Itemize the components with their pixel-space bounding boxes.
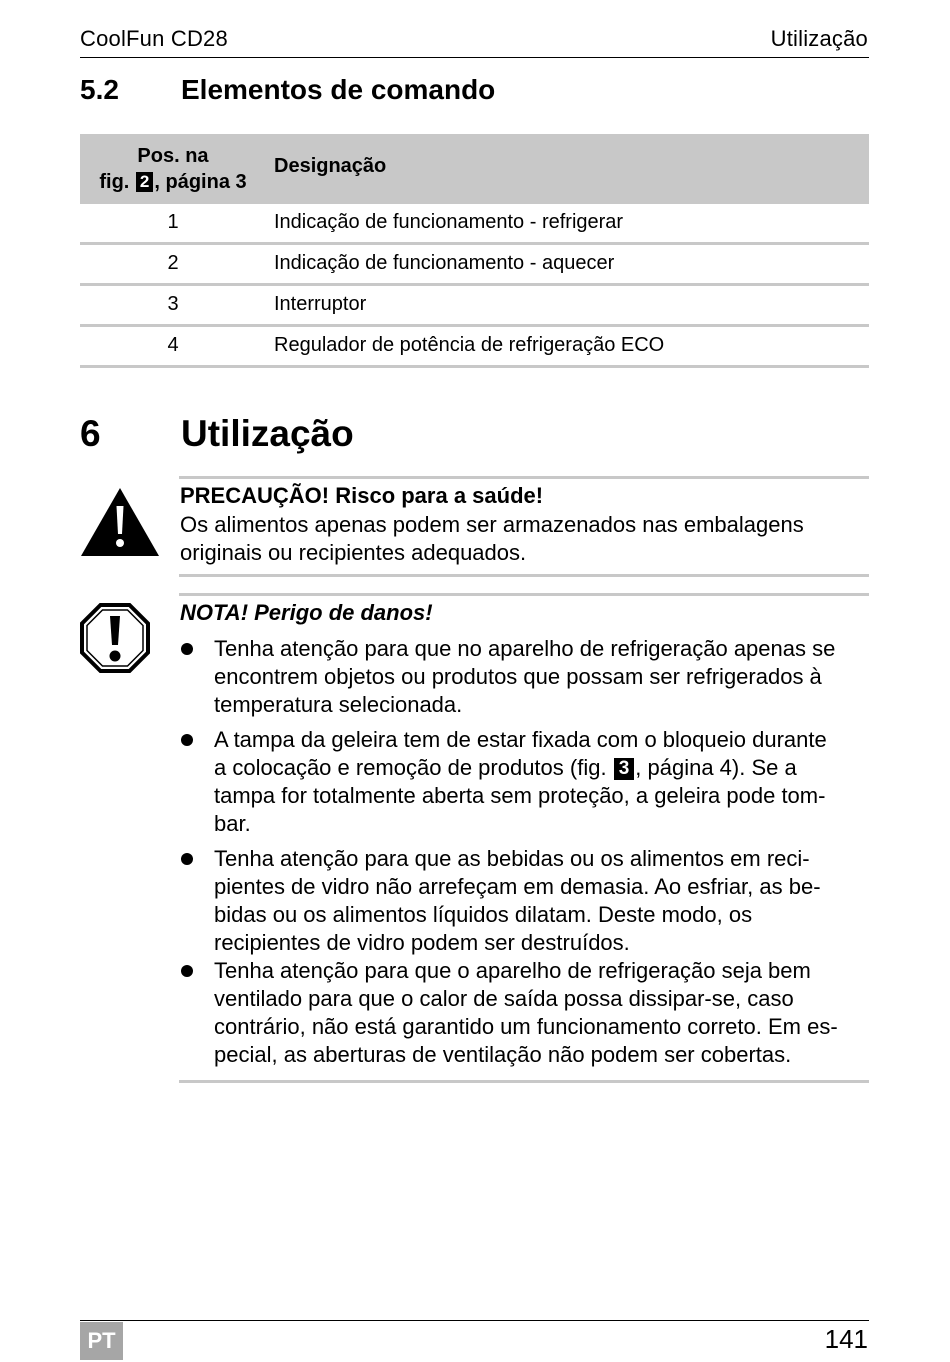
bullet-text-line: pientes de vidro não arrefeçam em demasia. Ao esfriar, as be- (214, 874, 821, 899)
bullet-text-line (214, 754, 870, 782)
caution-bottom-rule (179, 574, 869, 577)
caution-top-rule (179, 476, 869, 479)
bullet-icon (181, 734, 193, 746)
cell-position: 4 (167, 334, 179, 356)
note-top-rule (179, 593, 869, 596)
cell-position: 2 (167, 252, 179, 274)
note-title: NOTA! Perigo de danos! (180, 600, 433, 625)
fig-label: fig. (99, 171, 130, 193)
figure-number-badge: 3 (614, 758, 635, 780)
header-product-name: CoolFun CD28 (80, 26, 228, 51)
bullet-text-line: tampa for totalmente aberta sem proteção, a geleira pode tom- (214, 783, 826, 808)
bullet-icon (181, 965, 193, 977)
list-item (180, 957, 870, 1069)
caution-text (180, 511, 870, 567)
caution-title: PRECAUÇÃO! Risco para a saúde! (180, 483, 544, 508)
figure-number-badge: 2 (136, 172, 153, 192)
bullet-text-line: Tenha atenção para que no aparelho de refrigeração apenas se (214, 636, 836, 661)
bullet-text-line: bar. (214, 811, 251, 836)
section-number: 5.2 (80, 74, 119, 105)
cell-designation: Regulador de potência de refrigeração ECO (274, 334, 665, 356)
warning-triangle-icon (80, 486, 160, 558)
list-item (180, 635, 870, 719)
section-title: Elementos de comando (181, 74, 496, 105)
table-row (80, 204, 869, 245)
bullet-text-fragment: , página 4). Se a (635, 755, 797, 780)
cell-designation: Indicação de funcionamento - aquecer (274, 252, 615, 274)
bullet-text-line: recipientes de vidro podem ser destruídos. (214, 930, 630, 955)
header-divider (80, 57, 869, 58)
chapter-number: 6 (80, 413, 101, 454)
bullet-text-line: encontrem objetos ou produtos que possam ser refrigerados à (214, 664, 822, 689)
cell-designation: Interruptor (274, 293, 367, 315)
bullet-text-line: contrário, não está garantido um funcionamento correto. Em es- (214, 1014, 838, 1039)
exclamation-octagon-icon (80, 603, 150, 673)
bullet-text-fragment: a colocação e remoção de produtos (fig. (214, 755, 613, 780)
bullet-text-line: Tenha atenção para que o aparelho de refrigeração seja bem (214, 958, 811, 983)
header-section-name: Utilização (770, 26, 868, 51)
page-reference: , página 3 (154, 171, 247, 193)
bullet-text-line: pecial, as aberturas de ventilação não podem ser cobertas. (214, 1042, 792, 1067)
chapter-title: Utilização (181, 413, 354, 454)
table-row (80, 286, 869, 327)
column-header-designation: Designação (274, 155, 387, 177)
cell-designation: Indicação de funcionamento - refrigerar (274, 211, 624, 233)
page-number: 141 (824, 1324, 868, 1354)
caution-text-line: originais ou recipientes adequados. (180, 540, 527, 565)
controls-table (80, 134, 869, 368)
bullet-text-line: temperatura selecionada. (214, 692, 463, 717)
column-header-position (80, 143, 266, 195)
table-header (80, 134, 869, 204)
table-row (80, 327, 869, 368)
cell-position: 3 (167, 293, 179, 315)
language-badge: PT (80, 1322, 123, 1360)
table-row (80, 245, 869, 286)
bullet-text-line: Tenha atenção para que as bebidas ou os alimentos em reci- (214, 846, 810, 871)
bullet-text-line: ventilado para que o calor de saída possa dissipar-se, caso (214, 986, 794, 1011)
bullet-text-line: A tampa da geleira tem de estar fixada com o bloqueio durante (214, 727, 827, 752)
column-header-position-line1: Pos. na (137, 145, 209, 167)
footer-divider (80, 1320, 869, 1321)
bullet-icon (181, 643, 193, 655)
note-bullet-list (180, 635, 870, 1069)
note-bottom-rule (179, 1080, 869, 1083)
bullet-text-line: bidas ou os alimentos líquidos dilatam. Deste modo, os (214, 902, 753, 927)
bullet-icon (181, 853, 193, 865)
list-item (180, 726, 870, 838)
cell-position: 1 (167, 211, 179, 233)
column-header-position-line2 (80, 169, 266, 195)
list-item (180, 845, 870, 957)
caution-text-line: Os alimentos apenas podem ser armazenados nas embalagens (180, 512, 804, 537)
